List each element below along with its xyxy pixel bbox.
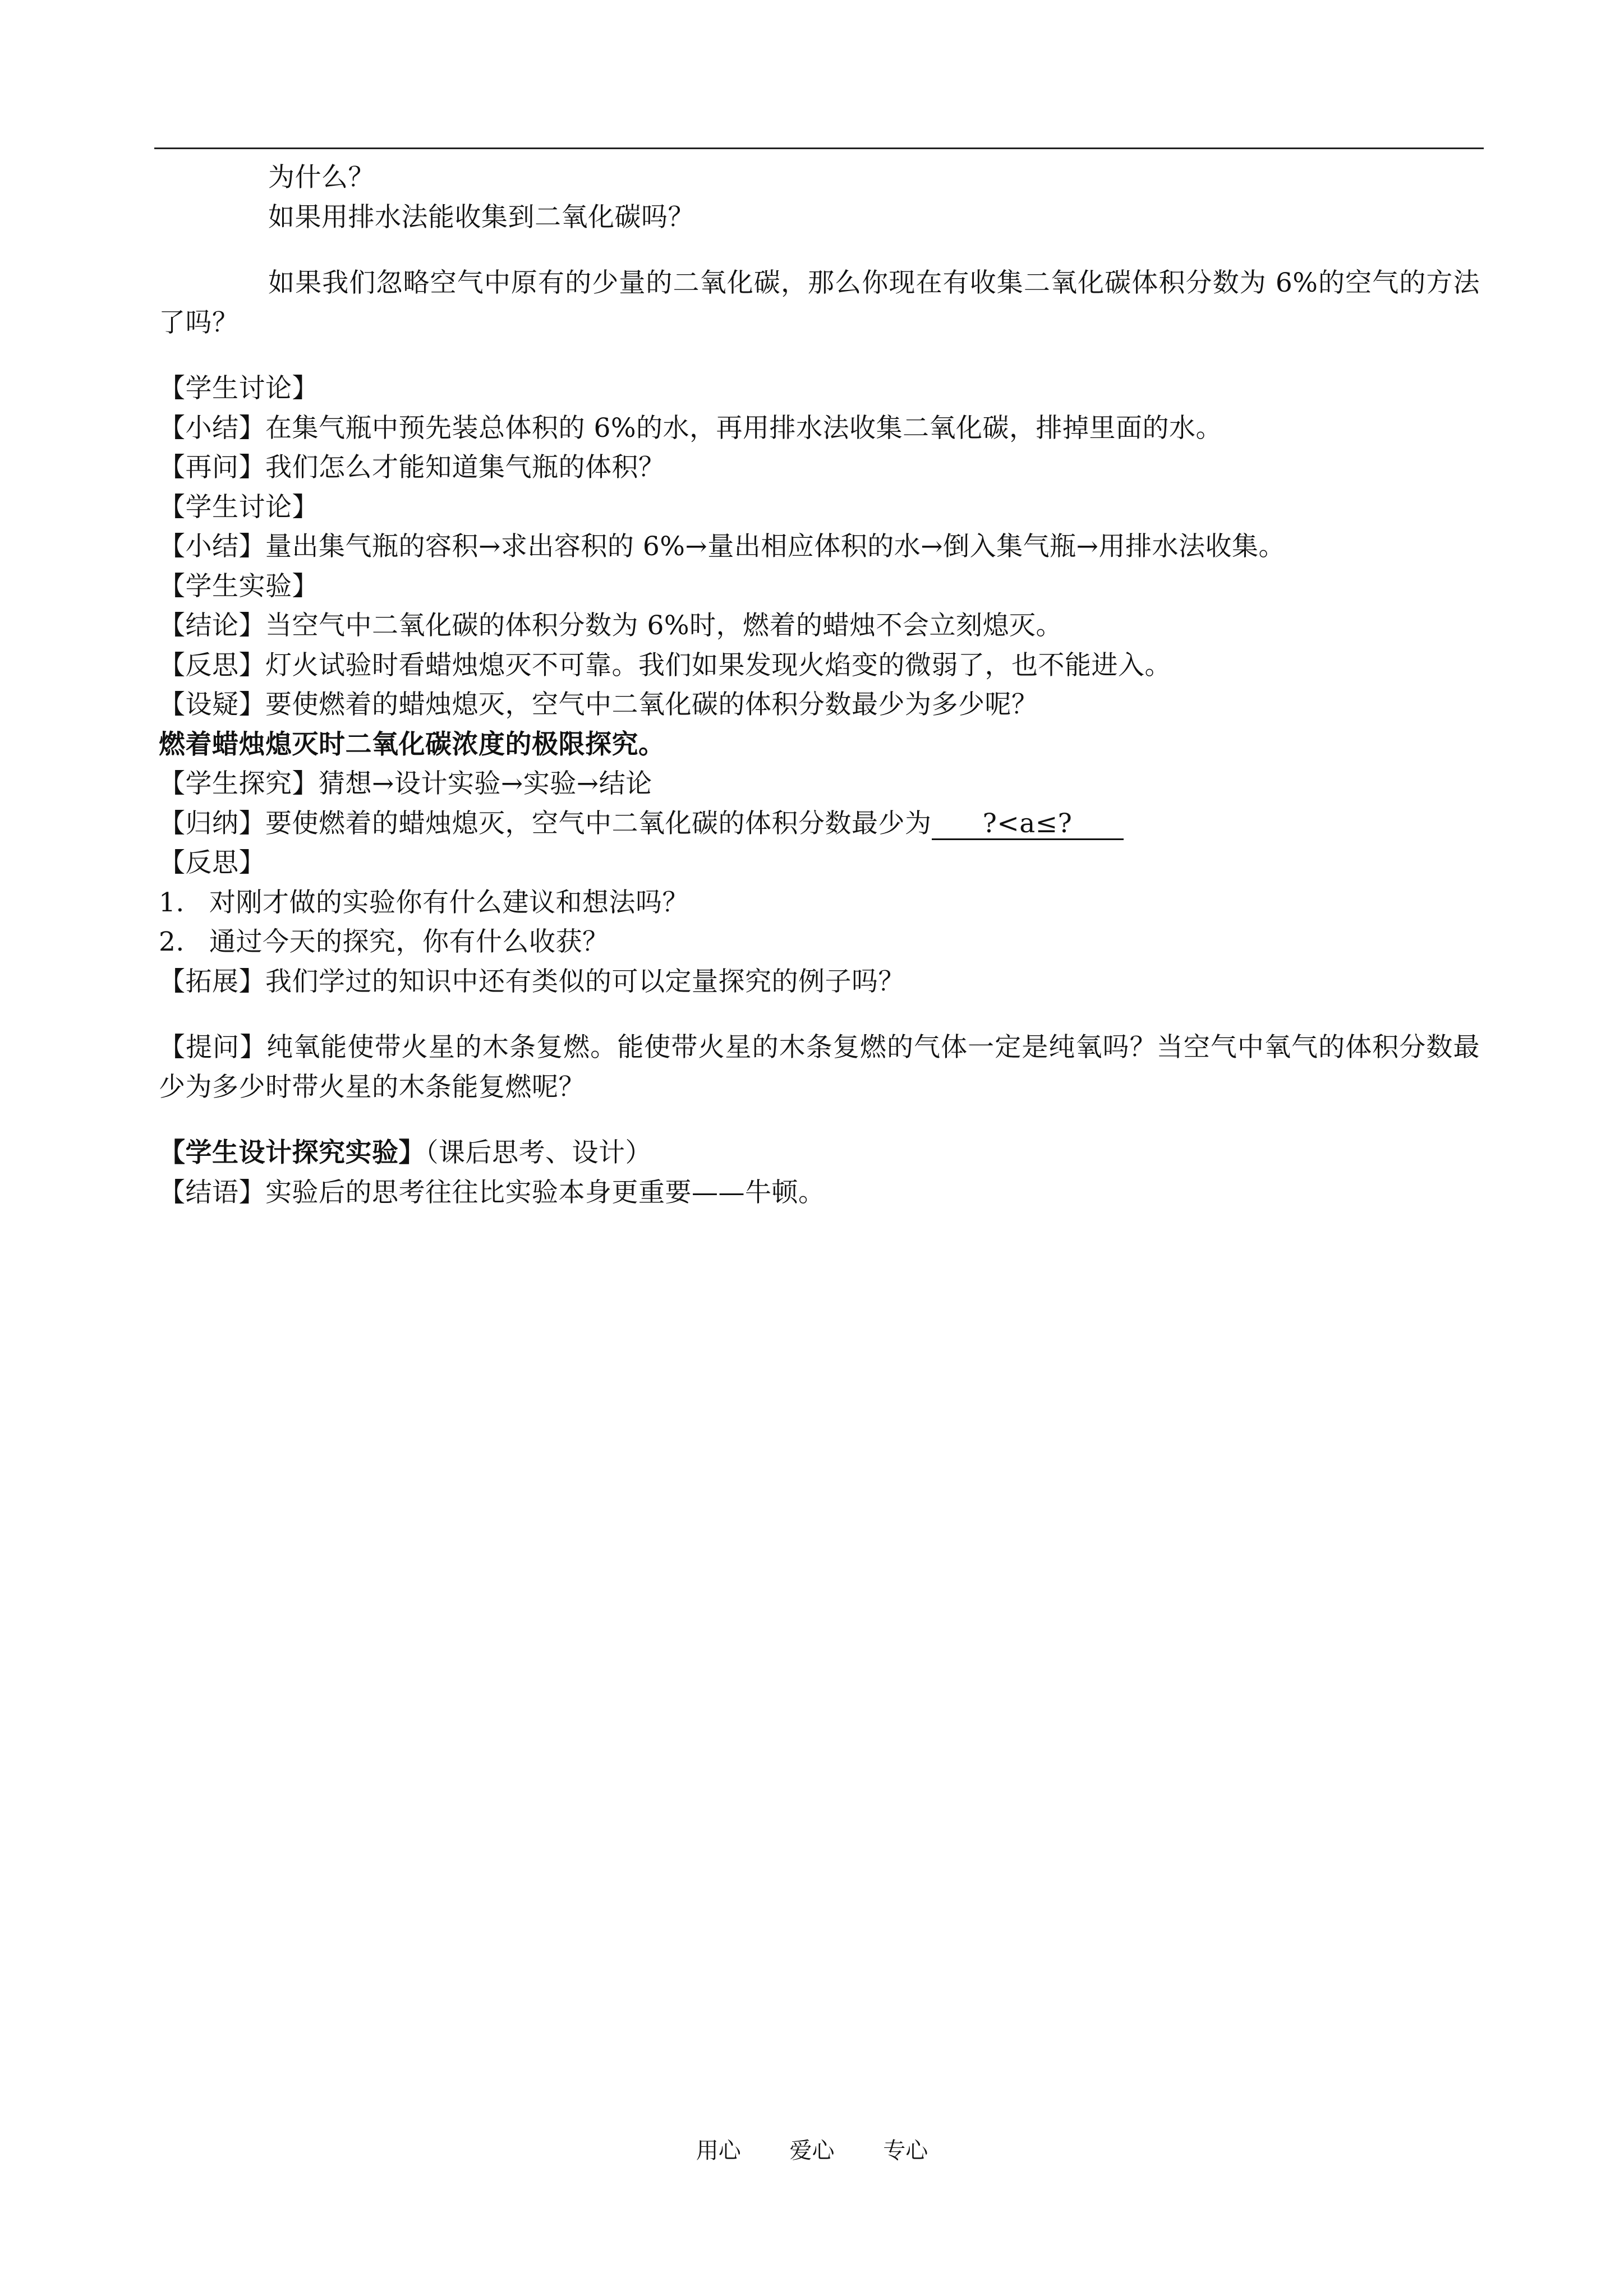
list-item-1-text: 对刚才做的实验你有什么建议和想法吗？: [209, 887, 689, 918]
paragraph-design-experiment: [159, 1133, 1480, 1173]
tag-student-experiment: 【学生实验】: [159, 570, 319, 602]
page-footer: [0, 2134, 1624, 2168]
paragraph-summary-1: 【小结】在集气瓶中预先装总体积的 6%的水，再用排水法收集二氧化碳，排掉里面的水。: [159, 412, 1222, 444]
fill-in-blank: ?<a≤?: [932, 809, 1124, 840]
paragraph-induction: [159, 804, 1480, 844]
list-number-1: 1.: [159, 887, 185, 918]
paragraph-water-displacement-question: 如果用排水法能收集到二氧化碳吗？: [268, 201, 694, 233]
list-item-2-text: 通过今天的探究，你有什么收获？: [209, 926, 609, 957]
footer-text-3: 专心: [883, 2138, 928, 2164]
document-body: [159, 158, 1480, 1212]
paragraph-collect-method-question: 如果我们忽略空气中原有的少量的二氧化碳，那么你现在有收集二氧化碳体积分数为 6%的空气的方法了吗？: [159, 268, 1480, 338]
paragraph-extension: 【拓展】我们学过的知识中还有类似的可以定量探究的例子吗？: [159, 966, 905, 997]
tag-reflection: 【反思】: [159, 847, 265, 878]
list-number-2: 2.: [159, 926, 185, 957]
footer-text-2: 爱心: [789, 2138, 835, 2164]
design-experiment-tag: 【学生设计探究实验】: [159, 1137, 425, 1168]
list-item-2: [159, 923, 1480, 962]
tag-student-discussion-2: 【学生讨论】: [159, 491, 319, 523]
paragraph-ask-again: 【再问】我们怎么才能知道集气瓶的体积？: [159, 452, 665, 483]
design-experiment-note: （课后思考、设计）: [425, 1137, 652, 1168]
induction-text: 【归纳】要使燃着的蜡烛熄灭，空气中二氧化碳的体积分数最少为: [159, 808, 932, 839]
paragraph-student-inquiry: 【学生探究】猜想→设计实验→实验→结论: [159, 768, 652, 799]
tag-student-discussion: 【学生讨论】: [159, 373, 319, 404]
list-item-1: [159, 883, 1480, 923]
footer-text-1: 用心: [696, 2138, 741, 2164]
paragraph-summary-2: 【小结】量出集气瓶的容积→求出容积的 6%→量出相应体积的水→倒入集气瓶→用排水法收集。: [159, 531, 1286, 562]
header-rule: [154, 147, 1484, 149]
paragraph-conclusion: 【结论】当空气中二氧化碳的体积分数为 6%时，燃着的蜡烛不会立刻熄灭。: [159, 610, 1062, 641]
paragraph-doubt: 【设疑】要使燃着的蜡烛熄灭，空气中二氧化碳的体积分数最少为多少呢？: [159, 689, 1038, 720]
paragraph-closing-quote: 【结语】实验后的思考往往比实验本身更重要——牛顿。: [159, 1177, 825, 1208]
paragraph-why: 为什么？: [268, 162, 375, 193]
paragraph-reflection: 【反思】灯火试验时看蜡烛熄灭不可靠。我们如果发现火焰变的微弱了，也不能进入。: [159, 649, 1171, 681]
paragraph-question-oxygen: 【提问】纯氧能使带火星的木条复燃。能使带火星的木条复燃的气体一定是纯氧吗？当空气中氧气的体积分数最少为多少时带火星的木条能复燃呢？: [159, 1032, 1480, 1103]
section-heading-limit-inquiry: 燃着蜡烛熄灭时二氧化碳浓度的极限探究。: [159, 729, 665, 760]
